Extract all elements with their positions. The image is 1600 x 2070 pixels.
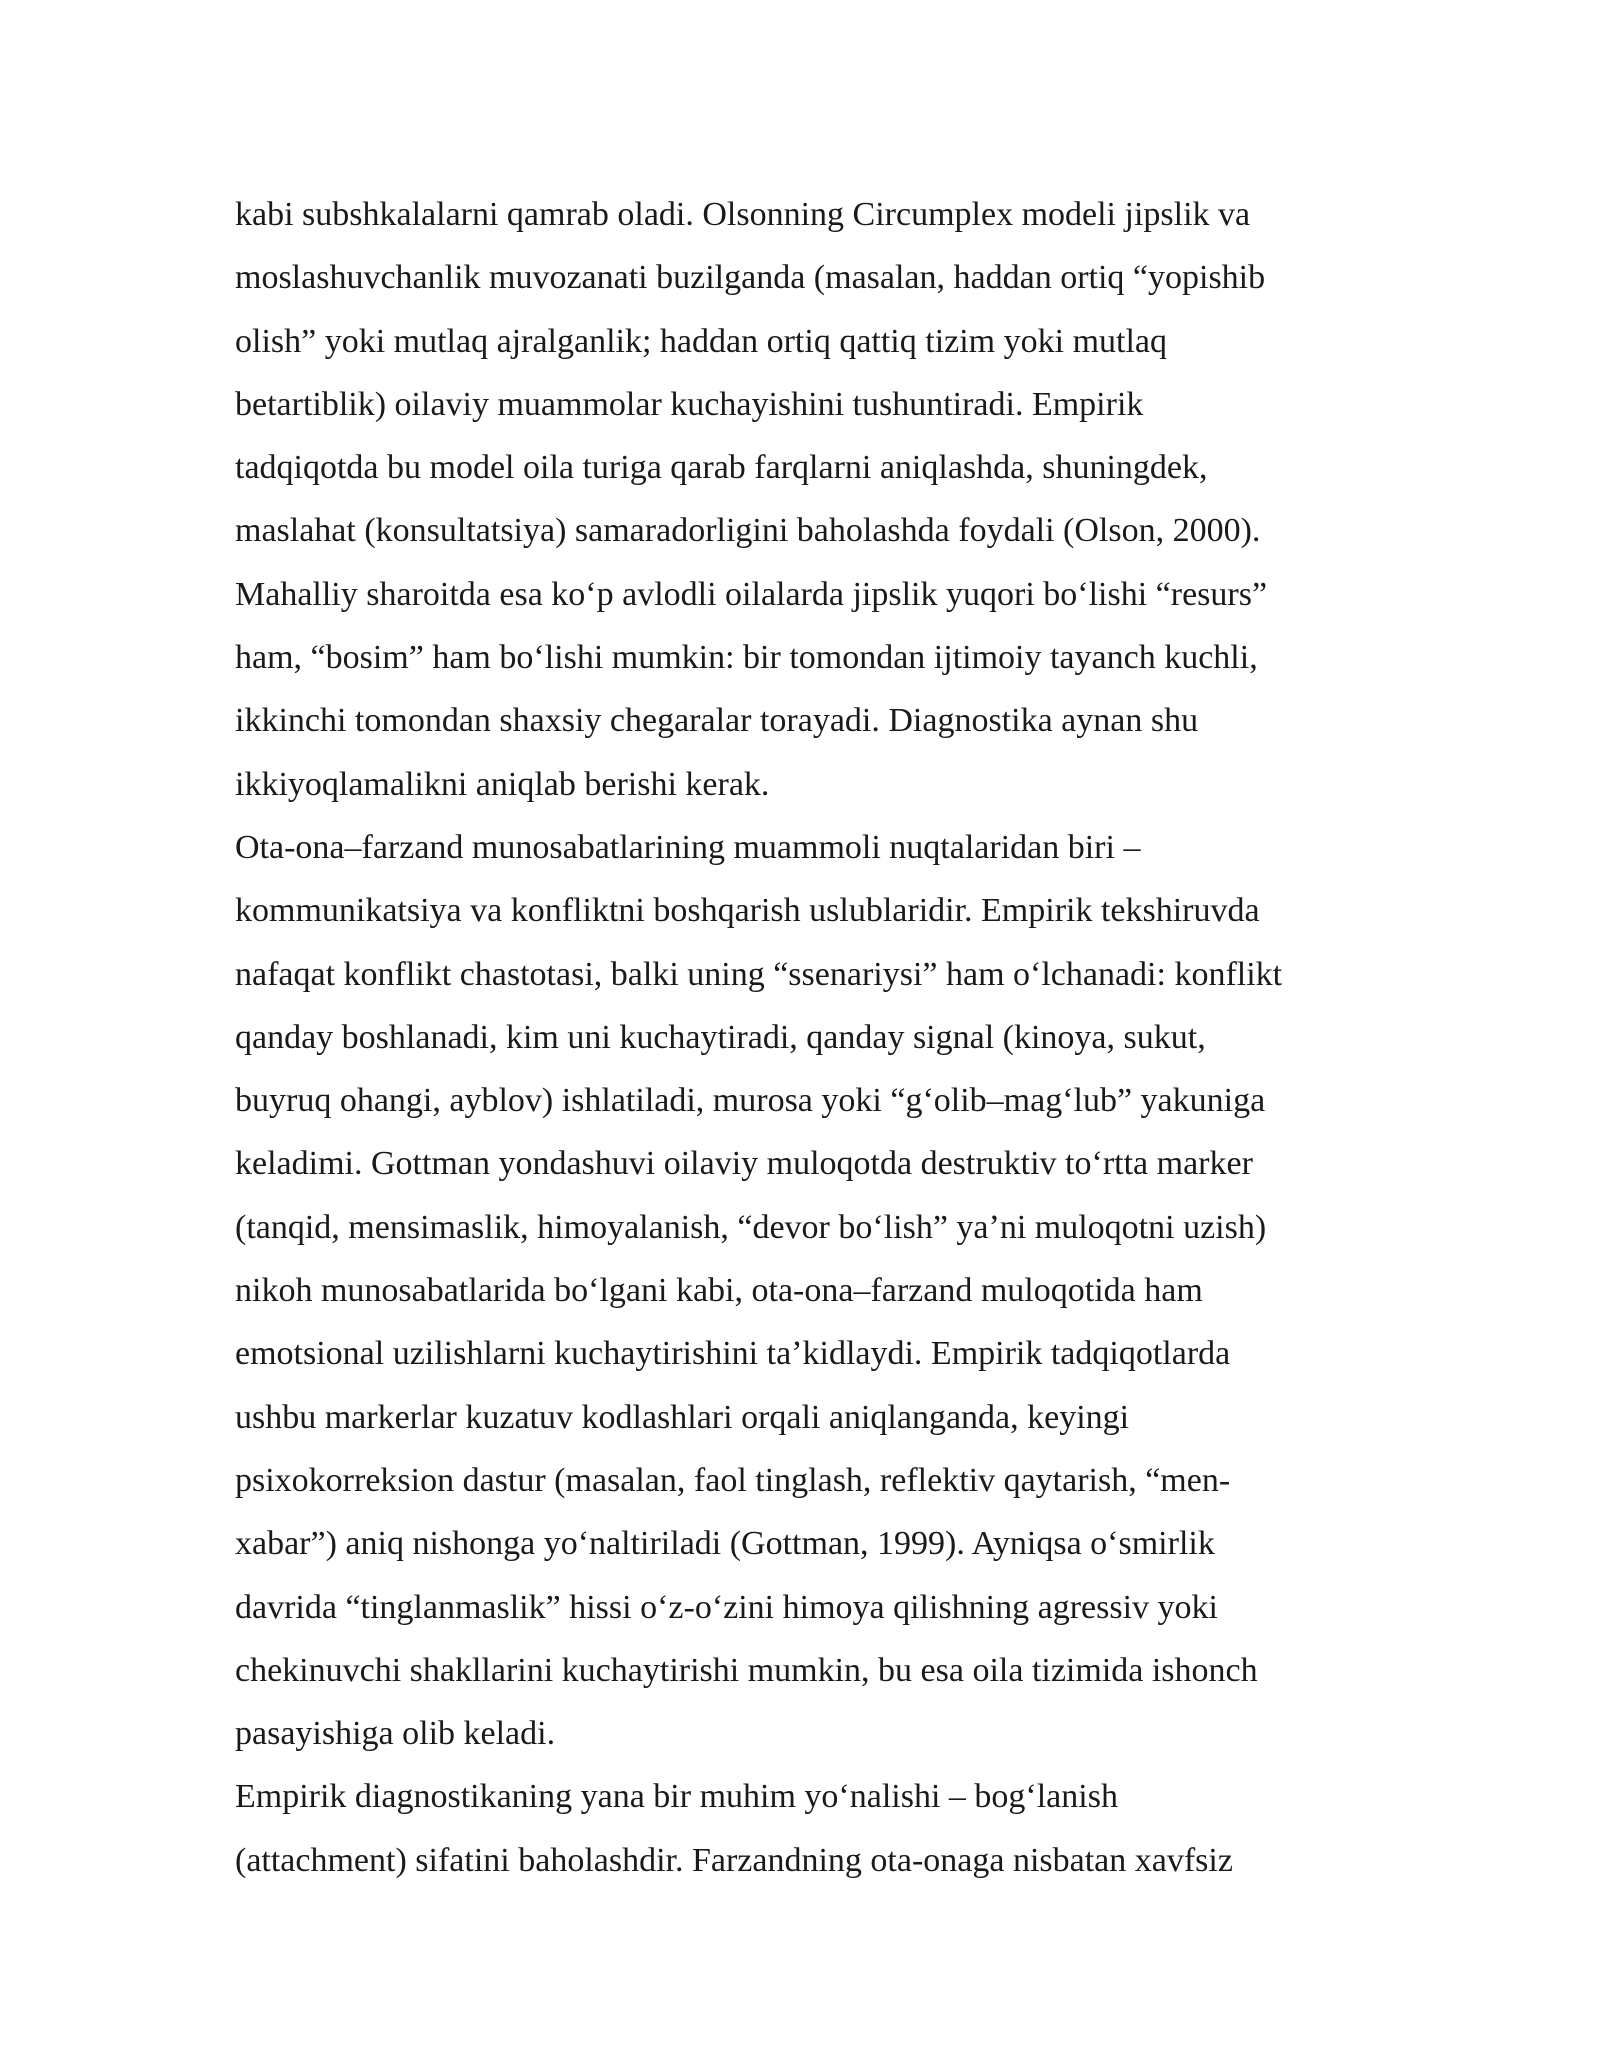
text-line: emotsional uzilishlarni kuchaytirishini taʼkidlaydi. Empirik tadqiqotlarda: [235, 1335, 1231, 1373]
text-line: pasayishiga olib keladi.: [235, 1715, 556, 1753]
text-line: chekinuvchi shakllarini kuchaytirishi mumkin, bu esa oila tizimida ishonch: [235, 1651, 1258, 1689]
text-line: ham, “bosim” ham boʻlishi mumkin: bir tomondan ijtimoiy tayanch kuchli,: [235, 639, 1258, 677]
text-line: Ota-ona–farzand munosabatlarining muammoli nuqtalaridan biri –: [235, 828, 1141, 866]
text-line: (attachment) sifatini baholashdir. Farzandning ota-onaga nisbatan xavfsiz: [235, 1841, 1233, 1879]
text-line: kabi subshkalalarni qamrab oladi. Olsonning Circumplex modeli jipslik va: [235, 196, 1251, 233]
text-line: keladimi. Gottman yondashuvi oilaviy muloqotda destruktiv toʻrtta marker: [235, 1145, 1253, 1183]
text-line: psixokorreksion dastur (masalan, faol tinglash, reflektiv qaytarish, “men-: [235, 1461, 1231, 1499]
text-line: nafaqat konflikt chastotasi, balki uning “ssenariysi” ham oʻlchanadi: konflikt: [235, 955, 1283, 993]
text-line: ushbu markerlar kuzatuv kodlashlari orqali aniqlanganda, keyingi: [235, 1398, 1130, 1436]
text-line: tadqiqotda bu model oila turiga qarab farqlarni aniqlashda, shuningdek,: [235, 449, 1208, 487]
text-line: (tanqid, mensimaslik, himoyalanish, “devor boʻlish” yaʼni muloqotni uzish): [235, 1208, 1267, 1246]
text-line: buyruq ohangi, ayblov) ishlatiladi, murosa yoki “gʻolib–magʻlub” yakuniga: [235, 1082, 1266, 1120]
text-line: kommunikatsiya va konfliktni boshqarish uslublaridir. Empirik tekshiruvda: [235, 892, 1260, 930]
text-line: olish” yoki mutlaq ajralganlik; haddan ortiq qattiq tizim yoki mutlaq: [235, 322, 1167, 360]
text-line: maslahat (konsultatsiya) samaradorligini baholashda foydali (Olson, 2000).: [235, 512, 1261, 550]
text-line: Empirik diagnostikaning yana bir muhim yoʻnalishi – bogʻlanish: [235, 1778, 1118, 1816]
text-line: Mahalliy sharoitda esa koʻp avlodli oilalarda jipslik yuqori boʻlishi “resurs”: [235, 575, 1268, 613]
text-line: davrida “tinglanmaslik” hissi oʻz-oʻzini himoya qilishning agressiv yoki: [235, 1588, 1218, 1626]
text-line: xabar”) aniq nishonga yoʻnaltiriladi (Gottman, 1999). Ayniqsa oʻsmirlik: [235, 1525, 1215, 1563]
text-line: ikkinchi tomondan shaxsiy chegaralar torayadi. Diagnostika aynan shu: [235, 702, 1199, 740]
text-line: nikoh munosabatlarida boʻlgani kabi, ota-ona–farzand muloqotida ham: [235, 1272, 1203, 1310]
document-body-text: [235, 183, 1385, 1892]
text-line: ikkiyoqlamalikni aniqlab berishi kerak.: [235, 765, 770, 803]
text-line: betartiblik) oilaviy muammolar kuchayishini tushuntiradi. Empirik: [235, 385, 1144, 423]
text-line: moslashuvchanlik muvozanati buzilganda (masalan, haddan ortiq “yopishib: [235, 259, 1266, 297]
text-line: qanday boshlanadi, kim uni kuchaytiradi, qanday signal (kinoya, sukut,: [235, 1018, 1206, 1056]
